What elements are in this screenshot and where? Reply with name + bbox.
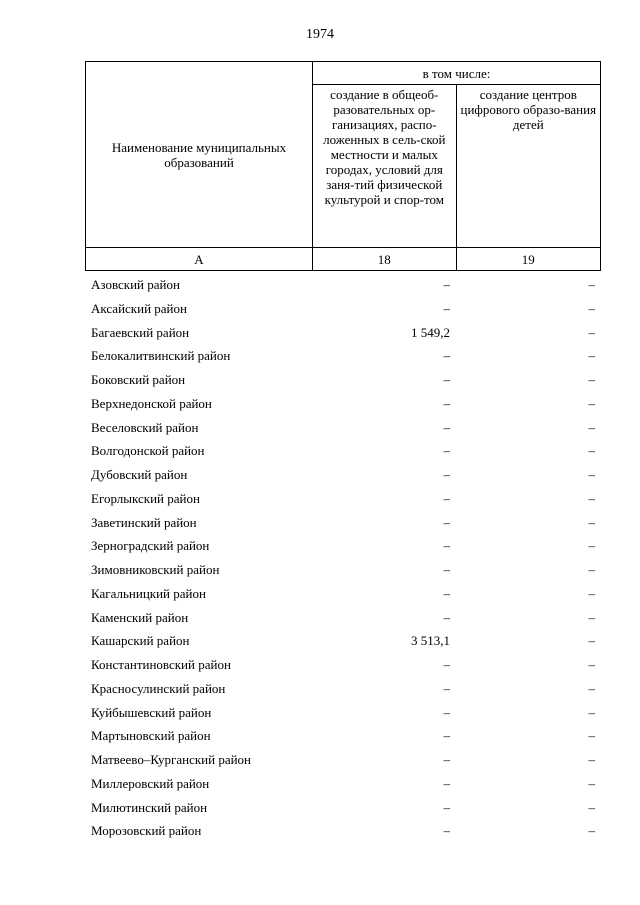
row-value-18: – (443, 657, 450, 672)
column-header-name: Наименование муниципальных образований (86, 62, 313, 248)
row-value-19: – (588, 704, 595, 720)
row-value-18: – (443, 419, 450, 435)
row-name: Азовский район (91, 277, 180, 292)
row-value-19: – (588, 680, 595, 696)
table-row (85, 629, 601, 653)
table-row (85, 511, 601, 535)
row-value-19: – (588, 657, 595, 672)
row-name: Волгодонской район (91, 443, 205, 459)
table-row (85, 724, 601, 748)
row-name: Миллеровский район (91, 775, 210, 791)
row-value-19: – (588, 799, 595, 815)
row-name: Дубовский район (91, 467, 188, 482)
row-name: Веселовский район (91, 419, 199, 435)
row-value-19: – (588, 562, 595, 577)
table-row (85, 582, 601, 606)
row-name: Мартыновский район (91, 728, 211, 744)
row-value-18: – (443, 443, 450, 459)
row-name: Боковский район (91, 372, 186, 387)
page-number: 1974 (306, 27, 334, 42)
row-value-18: – (443, 467, 450, 482)
row-name: Белокалитвинский район (91, 348, 231, 364)
column-header-19: создание центров цифрового образо-вания детей (456, 85, 600, 248)
table-row (85, 796, 601, 820)
table-row (85, 487, 601, 511)
row-value-19: – (588, 585, 595, 601)
table-row (85, 297, 601, 321)
table-row (85, 748, 601, 772)
row-value-18: – (443, 585, 450, 601)
row-value-18: – (443, 372, 450, 387)
row-value-18: 3 513,1 (411, 633, 450, 649)
row-name: Егорлыкский район (91, 490, 200, 506)
row-value-19: – (588, 324, 595, 340)
table-row (85, 439, 601, 463)
table-row (85, 392, 601, 416)
row-value-19: – (588, 419, 595, 435)
row-value-19: – (588, 467, 595, 482)
column-group-header: в том числе: (313, 62, 601, 85)
row-value-18: – (443, 799, 450, 815)
row-value-18: – (443, 704, 450, 720)
table-row (85, 558, 601, 582)
row-value-18: – (443, 277, 450, 292)
row-value-18: – (443, 300, 450, 316)
row-value-19: – (588, 372, 595, 387)
row-value-19: – (588, 823, 595, 839)
table-row (85, 344, 601, 368)
row-value-19: – (588, 728, 595, 744)
row-value-18: – (443, 775, 450, 791)
column-code-19: 19 (456, 248, 600, 271)
row-value-18: – (443, 823, 450, 839)
table-row (85, 321, 601, 345)
row-value-18: – (443, 490, 450, 506)
table-row (85, 677, 601, 701)
row-value-19: – (588, 633, 595, 649)
row-name: Аксайский район (91, 300, 187, 316)
row-name: Зимовниковский район (91, 562, 220, 577)
row-name: Кашарский район (91, 633, 190, 649)
row-value-18: – (443, 538, 450, 554)
row-name: Верхнедонской район (91, 395, 212, 411)
table-row (85, 534, 601, 558)
row-value-19: – (588, 514, 595, 530)
row-name: Багаевский район (91, 324, 190, 340)
row-value-19: – (588, 752, 595, 767)
row-name: Матвеево–Курганский район (91, 752, 252, 767)
table-row (85, 701, 601, 725)
row-name: Кагальницкий район (91, 585, 206, 601)
row-name: Заветинский район (91, 514, 197, 530)
row-value-19: – (588, 443, 595, 459)
row-value-19: – (588, 300, 595, 316)
row-value-18: – (443, 752, 450, 767)
row-name: Зерноградский район (91, 538, 210, 554)
row-value-19: – (588, 609, 595, 625)
row-value-18: – (443, 728, 450, 744)
column-code-name: А (86, 248, 313, 271)
table-row (85, 368, 601, 392)
row-value-18: – (443, 609, 450, 625)
table-row (85, 463, 601, 487)
column-code-18: 18 (313, 248, 457, 271)
row-value-18: – (443, 395, 450, 411)
table-row (85, 653, 601, 677)
row-name: Каменский район (91, 609, 189, 625)
table-row (85, 772, 601, 796)
row-name: Морозовский район (91, 823, 202, 839)
row-value-19: – (588, 538, 595, 554)
table-row (85, 273, 601, 297)
row-value-19: – (588, 395, 595, 411)
row-name: Красносулинский район (91, 680, 226, 696)
table-row (85, 416, 601, 440)
row-name: Милютинский район (91, 799, 208, 815)
row-value-18: – (443, 514, 450, 530)
row-value-18: 1 549,2 (411, 324, 450, 340)
row-value-19: – (588, 775, 595, 791)
row-value-18: – (443, 562, 450, 577)
row-value-18: – (443, 680, 450, 696)
row-name: Куйбышевский район (91, 704, 212, 720)
row-value-19: – (588, 490, 595, 506)
table-body (85, 273, 601, 843)
table-header (85, 61, 601, 271)
row-value-19: – (588, 348, 595, 364)
table-row (85, 819, 601, 843)
column-header-18: создание в общеоб-разовательных ор-ганизациях, распо-ложенных в сель-ской местности и малых городах, условий для заня-тий физической культурой и спор-том (313, 85, 457, 248)
row-value-19: – (588, 277, 595, 292)
table-row (85, 606, 601, 630)
row-value-18: – (443, 348, 450, 364)
row-name: Константиновский район (91, 657, 231, 672)
